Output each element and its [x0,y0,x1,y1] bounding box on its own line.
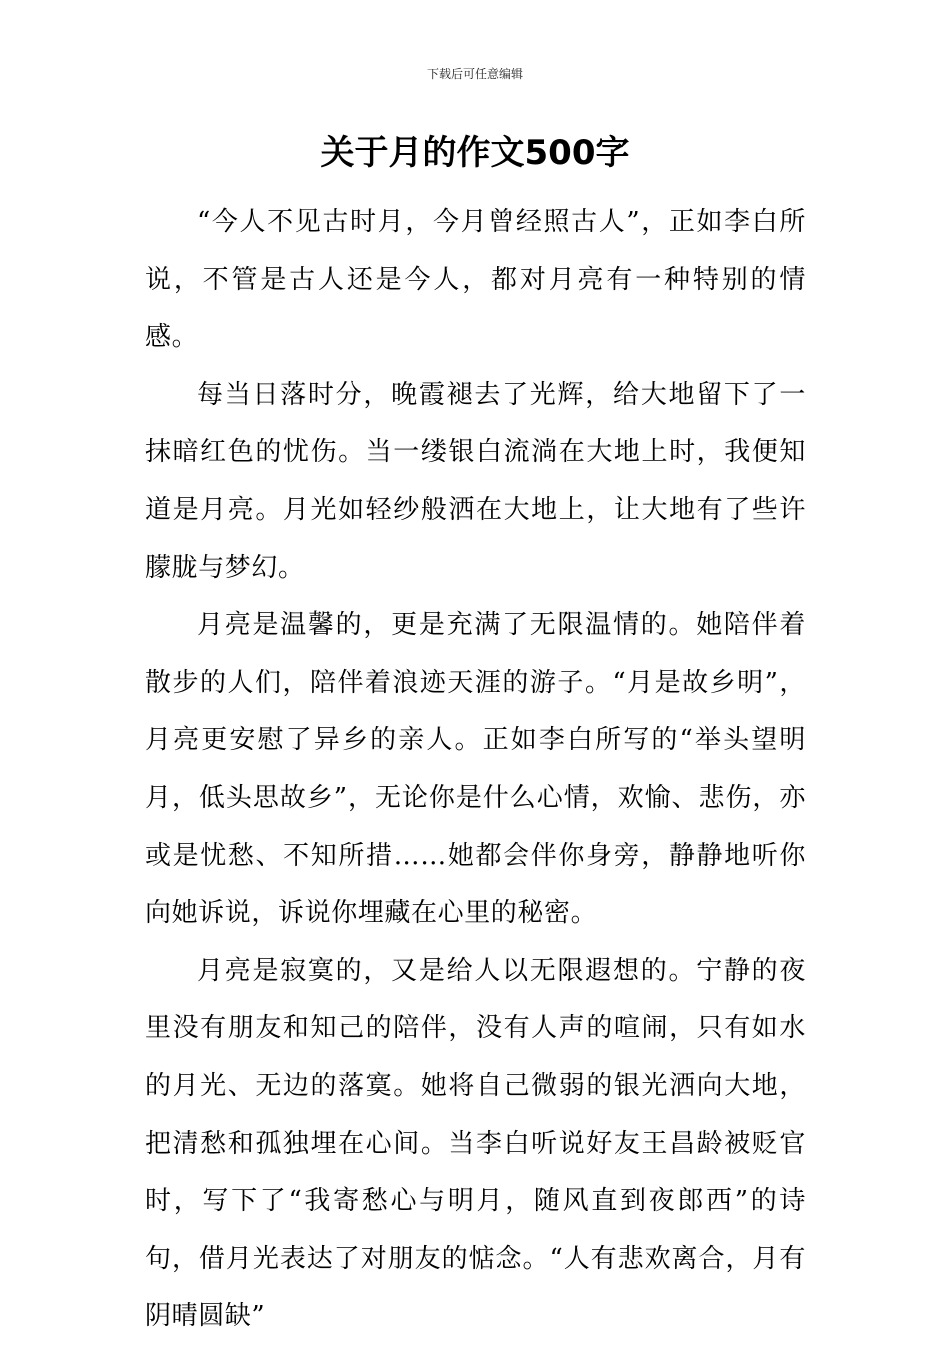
header-note: 下载后可任意编辑 [426,67,523,81]
document-body [145,194,806,1346]
paragraph-4: 月亮是寂寞的，又是给人以无限遐想的。宁静的夜里没有朋友和知己的陪伴，没有人声的喧闹，只有如水的月光、无边的落寞。她将自己微弱的银光洒向大地，把清愁和孤独埋在心间。当李白听说好友王昌龄被贬官时，写下了“我寄愁心与明月，随风直到夜郎西”的诗句，借月光表达了对朋友的惦念。“人有悲欢离合，月有阴晴圆缺” [145,955,807,1332]
paragraph-3: 月亮是温馨的，更是充满了无限温情的。她陪伴着散步的人们，陪伴着浪迹天涯的游子。“月是故乡明”，月亮更安慰了异乡的亲人。正如李白所写的“举头望明月，低头思故乡”，无论你是什么心情，欢愉、悲伤，亦或是忧愁、不知所措……她都会伴你身旁，静静地听你向她诉说，诉说你埋藏在心里的秘密。 [145,610,806,929]
paragraph-1: “今人不见古时月，今月曾经照古人”，正如李白所说，不管是古人还是今人，都对月亮有一种特别的情感。 [145,207,806,353]
paragraph-2: 每当日落时分，晚霞褪去了光辉，给大地留下了一抹暗红色的忧伤。当一缕银白流淌在大地上时，我便知道是月亮。月光如轻纱般洒在大地上，让大地有了些许朦胧与梦幻。 [145,379,806,583]
document-title: 关于月的作文500字 [320,133,630,173]
